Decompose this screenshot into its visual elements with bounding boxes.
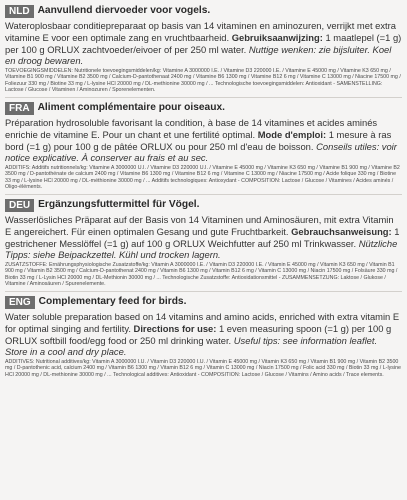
- section-title: Ergänzungsfuttermittel für Vögel.: [38, 199, 200, 210]
- section-body: [5, 311, 402, 358]
- section-dutch: [5, 5, 402, 93]
- language-tag: DEU: [5, 199, 34, 212]
- lead-text: Wasserlösliches Präparat auf der Basis von 14 Vitaminen und Aminosäuren, mit extra Vitamin E angereichert. Für einen optimalen Gesang und gute Fruchtbarkeit.: [5, 214, 394, 237]
- section-header: [5, 102, 402, 115]
- section-body: [5, 20, 402, 67]
- section-header: [5, 5, 402, 18]
- section-divider: [5, 291, 402, 292]
- usage-label: Gebrauchsanweisung:: [291, 225, 392, 237]
- language-tag: FRA: [5, 102, 34, 115]
- ingredient-text: ADDITIVES: Nutritional additives/kg: Vitamin A 3000000 I.U. / Vitamin D3 220000 I.U. / Vitamin E 45000 mg / Vitamin K3 650 mg / Vitamin B1 900 mg / Vitamin B2 3500 mg / D-pantothenic acid, calcium 2400 mg / Vitamin B6 1300 mg / Vitamin B12 6 mg / Vitamin C 13000 mg / Niacin 17500 mg / Folic acid 330 mg / Biotin 33 mg / L-lysine HCl 20000 mg / DL-methionine 30000 mg / ... Technological additives: Antioxidant - COMPOSITION: Lactose / Glucose / Vitamins / Amino acids / Trace elements.: [5, 359, 401, 378]
- section-header: [5, 199, 402, 212]
- usage-note: Nuttige wenken: zie bijsluiter. Koel en droog bewaren.: [5, 43, 392, 67]
- section-header: [5, 296, 402, 309]
- usage-label: Mode d'emploi:: [257, 128, 327, 140]
- usage-note: Nützliche Tipps: siehe Beipackzettel. Kühl und trocken lagern.: [5, 237, 398, 261]
- ingredient-text: ADDITIFS: Additifs nutritionnels/kg: Vitamine A 3000000 U.I. / Vitamine D3 220000 U.I. / Vitamine E 45000 mg / Vitamine K3 650 mg / Vitamine B1 900 mg / Vitamine B2 3500 mg / D-pantothénate de calcium 2400 mg / Vitamine B6 1300 mg / Vitamine B12 6 mg / Vitamine C 13000 mg / Niacine 17500 mg / Acide folique 330 mg / Biotine 33 mg / L-lysine HCl 20000 mg / DL-méthionine 30000 mg / ... Additifs technologiques: Antioxydant - COMPOSITION: Lactose / Glucose / Vitamines / Acides aminés / Oligo-éléments.: [5, 165, 400, 190]
- section-divider: [5, 97, 402, 98]
- usage-text: 1 maatlepel (=1 g) per 100 g ORLUX zachtvoeder/eivoer of per 250 ml water.: [5, 31, 402, 55]
- ingredient-text: TOEVOEGINGSMIDDELEN: Nutritionele toevoegingsmiddelen/kg: Vitamine A 3000000 I.E. / Vitamine D3 220000 I.E. / Vitamine E 45000 mg / Vitamine K3 650 mg / Vitamine B1 900 mg / Vitamine B2 3500 mg / Calcium-D-pantothenaat 2400 mg / Vitamine B6 1300 mg / Vitamine B12 6 mg / Vitamine C 13000 mg / Niacine 17500 mg / Foliezuur 330 mg / Biotine 33 mg / L-lysine HCl 20000 mg / DL-methionine 30000 mg / ... Technologische toevoegingsmiddelen: Antioxidant - SAMENSTELLING: Lactose / Glucose / Vitaminen / Aminozuren / Sporenelementen.: [5, 68, 401, 93]
- usage-note: Useful tips: see information leaflet. Store in a cool and dry place.: [5, 334, 378, 358]
- usage-text: 1 gestrichener Messlöffel (=1 g) auf 100 g ORLUX Weichfutter auf 250 ml Trinkwasser.: [5, 225, 400, 249]
- section-divider: [5, 194, 402, 195]
- section-title: Aanvullend diervoeder voor vogels.: [37, 5, 211, 16]
- language-tag: NLD: [5, 5, 34, 18]
- language-tag: ENG: [5, 296, 35, 309]
- section-english: [5, 296, 402, 378]
- usage-label: Directions for use:: [133, 322, 217, 334]
- ingredient-text: ZUSATZSTOFFE: Ernährungsphysiologische Zusatzstoffe/kg: Vitamin A 3000000 I.E. / Vitamin D3 220000 I.E. / Vitamin E 45000 mg / Vitamin K3 650 mg / Vitamin B1 900 mg / Vitamin B2 3500 mg / Calcium-D-pantothenat 2400 mg / Vitamin B6 1300 mg / Vitamin B12 6 mg / Vitamin C 13000 mg / Niacin 17500 mg / Folsäure 330 mg / Biotin 33 mg / L-Lysin HCl 20000 mg / DL-Methionin 30000 mg / ... Technologische Zusatzstoffe: Antioxidationsmittel - ZUSAMMENSETZUNG: Laktose / Glukose / Vitamine / Aminosäuren / Spurenelemente.: [5, 262, 398, 287]
- usage-text: 1 even measuring spoon (=1 g) per 100 g ORLUX softbill food/egg food or 250 ml drinking water.: [5, 322, 392, 346]
- lead-text: Préparation hydrosoluble favorisant la condition, à base de 14 vitamines et acides aminés enrichie de vitamine E. Pour un chant et une fertilité optimal.: [5, 117, 378, 140]
- section-body: [5, 117, 402, 164]
- section-title: Aliment complémentaire pour oiseaux.: [37, 102, 225, 113]
- usage-note: Conseils utiles: voir notice explicative. À conserver au frais et au sec.: [5, 140, 397, 164]
- section-german: [5, 199, 402, 287]
- usage-label: Gebruiksaanwijzing:: [231, 31, 323, 43]
- lead-text: Wateroplosbaar conditiepreparaat op basis van 14 vitaminen en aminozuren, verrijkt met extra vitamine E voor een optimale zang en vruchtbaarheid.: [5, 20, 396, 43]
- section-french: [5, 102, 402, 190]
- usage-text: 1 mesure à ras bord (=1 g) pour 100 g de pâtée ORLUX ou pour 250 ml d'eau de boisson.: [5, 128, 392, 152]
- section-title: Complementary feed for birds.: [38, 296, 187, 307]
- section-body: [5, 214, 402, 261]
- lead-text: Water soluble preparation based on 14 vitamins and amino acids, enriched with extra vitamin E for optimal singing and fertility.: [5, 311, 400, 334]
